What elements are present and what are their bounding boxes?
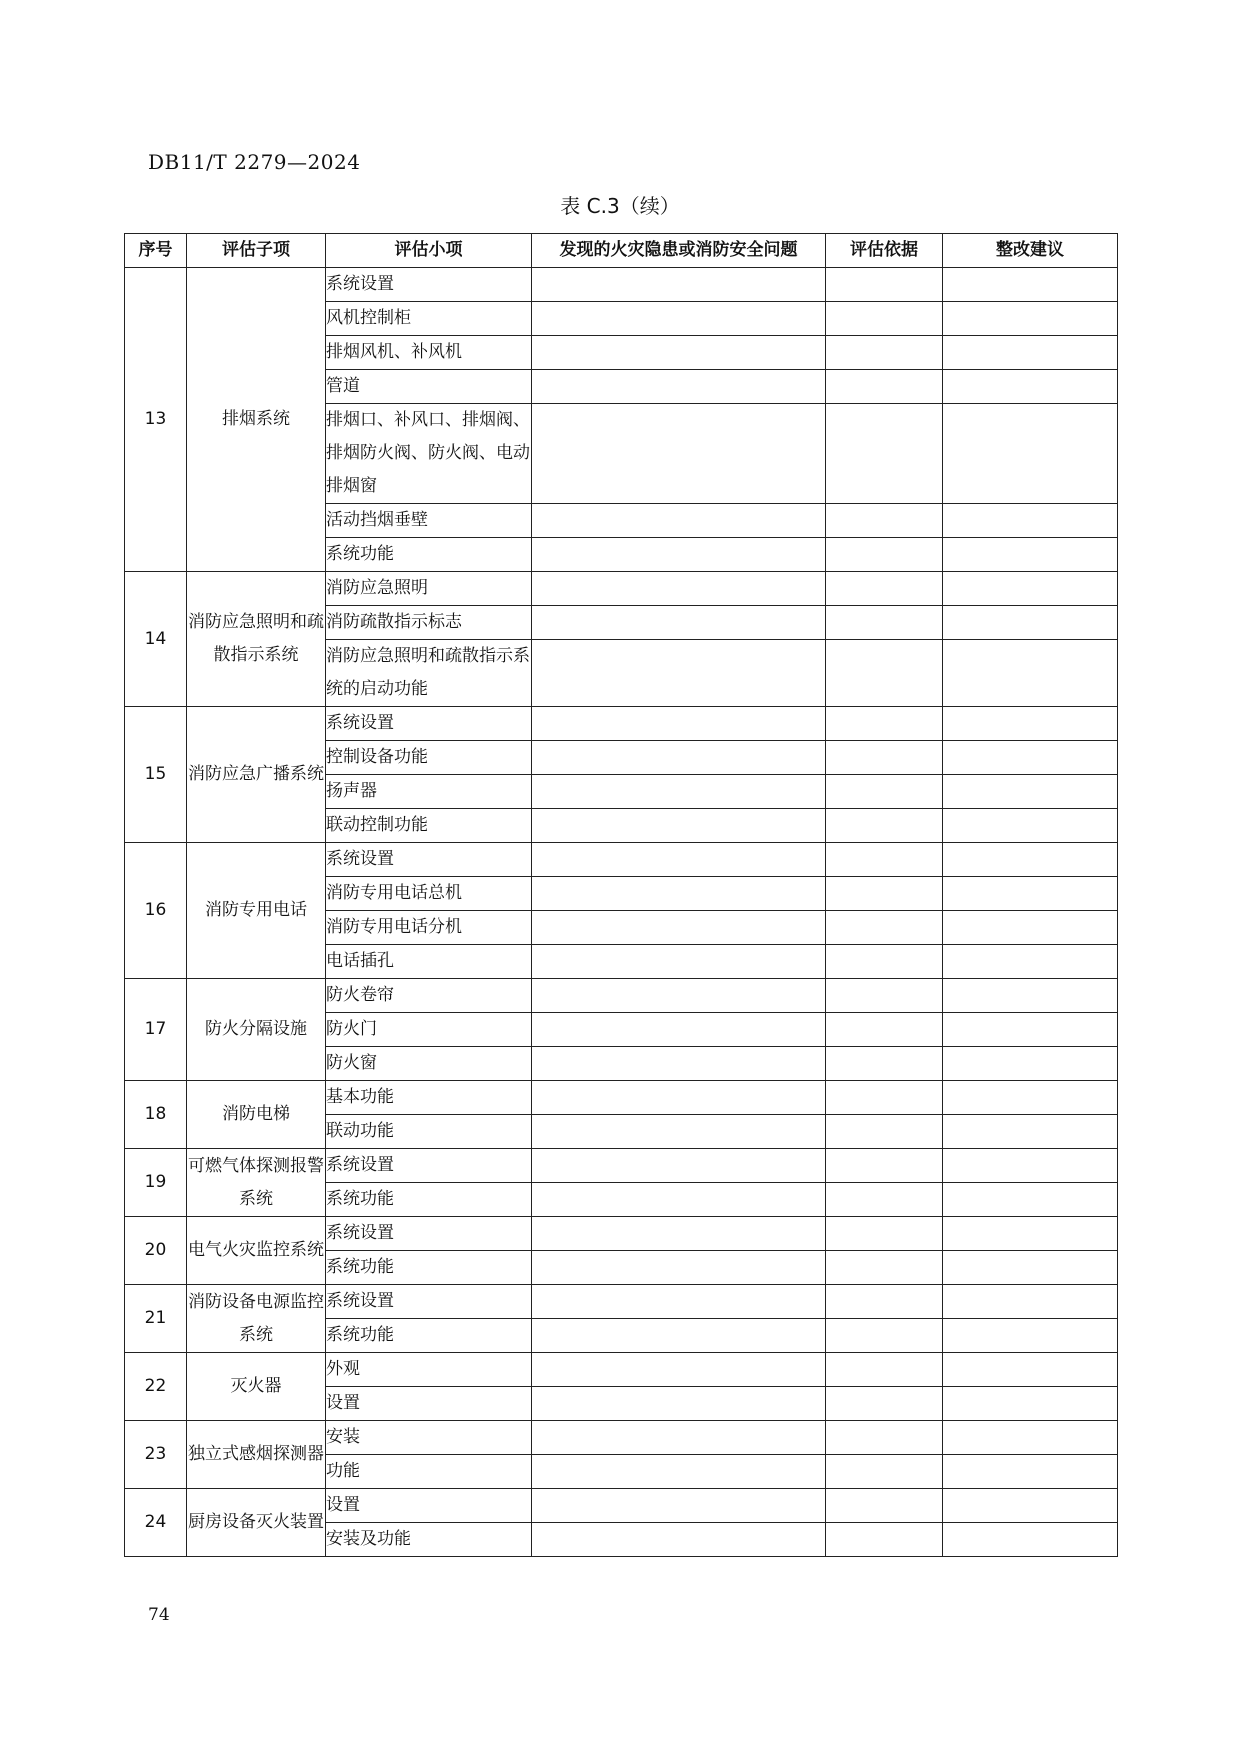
- minor-item-cell: 安装: [326, 1421, 532, 1455]
- sub-item-cell: 独立式感烟探测器: [187, 1421, 326, 1489]
- sub-item-cell: 排烟系统: [187, 268, 326, 572]
- minor-item-cell: 排烟口、补风口、排烟阀、排烟防火阀、防火阀、电动排烟窗: [326, 404, 532, 504]
- sequence-cell: 16: [125, 843, 187, 979]
- evaluation-table: [124, 233, 1118, 1557]
- basis-cell: [826, 1081, 943, 1115]
- sequence-cell: 13: [125, 268, 187, 572]
- basis-cell: [826, 268, 943, 302]
- minor-item-cell: 系统设置: [326, 843, 532, 877]
- minor-item-cell: 活动挡烟垂壁: [326, 504, 532, 538]
- minor-item-cell: 防火窗: [326, 1047, 532, 1081]
- basis-cell: [826, 1421, 943, 1455]
- table-row: [125, 1489, 1118, 1523]
- basis-cell: [826, 1013, 943, 1047]
- minor-item-cell: 管道: [326, 370, 532, 404]
- basis-cell: [826, 1319, 943, 1353]
- basis-cell: [826, 1489, 943, 1523]
- table-header-row: [125, 234, 1118, 268]
- suggestion-cell: [943, 1251, 1118, 1285]
- basis-cell: [826, 843, 943, 877]
- basis-cell: [826, 911, 943, 945]
- minor-item-cell: 设置: [326, 1387, 532, 1421]
- table-row: [125, 707, 1118, 741]
- table-row: [125, 268, 1118, 302]
- issue-cell: [532, 504, 826, 538]
- sub-item-cell: 消防应急广播系统: [187, 707, 326, 843]
- suggestion-cell: [943, 1183, 1118, 1217]
- minor-item-cell: 系统设置: [326, 1217, 532, 1251]
- suggestion-cell: [943, 1285, 1118, 1319]
- issue-cell: [532, 572, 826, 606]
- basis-cell: [826, 1047, 943, 1081]
- issue-cell: [532, 336, 826, 370]
- table-row: [125, 1217, 1118, 1251]
- issue-cell: [532, 1251, 826, 1285]
- issue-cell: [532, 1455, 826, 1489]
- issue-cell: [532, 1421, 826, 1455]
- table-body: [125, 268, 1118, 1557]
- suggestion-cell: [943, 572, 1118, 606]
- suggestion-cell: [943, 1115, 1118, 1149]
- issue-cell: [532, 979, 826, 1013]
- minor-item-cell: 系统功能: [326, 1251, 532, 1285]
- minor-item-cell: 联动功能: [326, 1115, 532, 1149]
- minor-item-cell: 消防专用电话总机: [326, 877, 532, 911]
- issue-cell: [532, 911, 826, 945]
- minor-item-cell: 系统设置: [326, 707, 532, 741]
- sequence-cell: 23: [125, 1421, 187, 1489]
- suggestion-cell: [943, 877, 1118, 911]
- basis-cell: [826, 336, 943, 370]
- issue-cell: [532, 1081, 826, 1115]
- basis-cell: [826, 1217, 943, 1251]
- basis-cell: [826, 1455, 943, 1489]
- suggestion-cell: [943, 809, 1118, 843]
- minor-item-cell: 排烟风机、补风机: [326, 336, 532, 370]
- sub-item-cell: 消防应急照明和疏散指示系统: [187, 572, 326, 707]
- basis-cell: [826, 302, 943, 336]
- basis-cell: [826, 1523, 943, 1557]
- suggestion-cell: [943, 1489, 1118, 1523]
- sequence-cell: 15: [125, 707, 187, 843]
- basis-cell: [826, 1353, 943, 1387]
- table-row: [125, 979, 1118, 1013]
- sequence-cell: 18: [125, 1081, 187, 1149]
- minor-item-cell: 消防专用电话分机: [326, 911, 532, 945]
- basis-cell: [826, 504, 943, 538]
- minor-item-cell: 消防疏散指示标志: [326, 606, 532, 640]
- issue-cell: [532, 1149, 826, 1183]
- minor-item-cell: 基本功能: [326, 1081, 532, 1115]
- suggestion-cell: [943, 302, 1118, 336]
- minor-item-cell: 系统设置: [326, 1149, 532, 1183]
- sub-item-cell: 灭火器: [187, 1353, 326, 1421]
- issue-cell: [532, 1353, 826, 1387]
- basis-cell: [826, 370, 943, 404]
- basis-cell: [826, 775, 943, 809]
- minor-item-cell: 系统设置: [326, 1285, 532, 1319]
- basis-cell: [826, 1183, 943, 1217]
- issue-cell: [532, 1319, 826, 1353]
- basis-cell: [826, 809, 943, 843]
- suggestion-cell: [943, 1319, 1118, 1353]
- basis-cell: [826, 877, 943, 911]
- suggestion-cell: [943, 707, 1118, 741]
- table-row: [125, 1081, 1118, 1115]
- table-row: [125, 1353, 1118, 1387]
- suggestion-cell: [943, 1149, 1118, 1183]
- suggestion-cell: [943, 843, 1118, 877]
- suggestion-cell: [943, 268, 1118, 302]
- issue-cell: [532, 606, 826, 640]
- issue-cell: [532, 775, 826, 809]
- suggestion-cell: [943, 1353, 1118, 1387]
- issue-cell: [532, 707, 826, 741]
- suggestion-cell: [943, 504, 1118, 538]
- issue-cell: [532, 1183, 826, 1217]
- issue-cell: [532, 843, 826, 877]
- issue-cell: [532, 640, 826, 707]
- sequence-cell: 14: [125, 572, 187, 707]
- sub-item-cell: 防火分隔设施: [187, 979, 326, 1081]
- document-code: DB11/T 2279—2024: [148, 150, 361, 174]
- suggestion-cell: [943, 1013, 1118, 1047]
- sub-item-cell: 可燃气体探测报警系统: [187, 1149, 326, 1217]
- sub-item-cell: 消防设备电源监控系统: [187, 1285, 326, 1353]
- minor-item-cell: 风机控制柜: [326, 302, 532, 336]
- basis-cell: [826, 1285, 943, 1319]
- minor-item-cell: 控制设备功能: [326, 741, 532, 775]
- table-row: [125, 1149, 1118, 1183]
- minor-item-cell: 电话插孔: [326, 945, 532, 979]
- minor-item-cell: 防火卷帘: [326, 979, 532, 1013]
- suggestion-cell: [943, 1217, 1118, 1251]
- suggestion-cell: [943, 1421, 1118, 1455]
- issue-cell: [532, 1523, 826, 1557]
- basis-cell: [826, 979, 943, 1013]
- suggestion-cell: [943, 911, 1118, 945]
- minor-item-cell: 安装及功能: [326, 1523, 532, 1557]
- minor-item-cell: 功能: [326, 1455, 532, 1489]
- basis-cell: [826, 741, 943, 775]
- basis-cell: [826, 945, 943, 979]
- minor-item-cell: 设置: [326, 1489, 532, 1523]
- suggestion-cell: [943, 1455, 1118, 1489]
- suggestion-cell: [943, 538, 1118, 572]
- issue-cell: [532, 404, 826, 504]
- table-row: [125, 572, 1118, 606]
- sub-item-cell: 消防专用电话: [187, 843, 326, 979]
- issue-cell: [532, 877, 826, 911]
- issue-cell: [532, 1217, 826, 1251]
- table-row: [125, 1421, 1118, 1455]
- minor-item-cell: 联动控制功能: [326, 809, 532, 843]
- basis-cell: [826, 640, 943, 707]
- minor-item-cell: 系统功能: [326, 538, 532, 572]
- basis-cell: [826, 1387, 943, 1421]
- suggestion-cell: [943, 370, 1118, 404]
- basis-cell: [826, 572, 943, 606]
- suggestion-cell: [943, 606, 1118, 640]
- suggestion-cell: [943, 336, 1118, 370]
- basis-cell: [826, 538, 943, 572]
- basis-cell: [826, 404, 943, 504]
- issue-cell: [532, 945, 826, 979]
- column-header: 评估子项: [187, 234, 326, 268]
- table-row: [125, 1285, 1118, 1319]
- minor-item-cell: 系统设置: [326, 268, 532, 302]
- minor-item-cell: 消防应急照明和疏散指示系统的启动功能: [326, 640, 532, 707]
- sequence-cell: 24: [125, 1489, 187, 1557]
- sequence-cell: 21: [125, 1285, 187, 1353]
- issue-cell: [532, 1387, 826, 1421]
- issue-cell: [532, 1013, 826, 1047]
- sub-item-cell: 厨房设备灭火装置: [187, 1489, 326, 1557]
- issue-cell: [532, 302, 826, 336]
- issue-cell: [532, 370, 826, 404]
- basis-cell: [826, 707, 943, 741]
- minor-item-cell: 系统功能: [326, 1183, 532, 1217]
- suggestion-cell: [943, 945, 1118, 979]
- column-header: 发现的火灾隐患或消防安全问题: [532, 234, 826, 268]
- suggestion-cell: [943, 979, 1118, 1013]
- sequence-cell: 17: [125, 979, 187, 1081]
- minor-item-cell: 消防应急照明: [326, 572, 532, 606]
- sub-item-cell: 电气火灾监控系统: [187, 1217, 326, 1285]
- table-title: 表 C.3（续）: [560, 194, 680, 218]
- sequence-cell: 19: [125, 1149, 187, 1217]
- table-row: [125, 843, 1118, 877]
- basis-cell: [826, 606, 943, 640]
- suggestion-cell: [943, 1523, 1118, 1557]
- issue-cell: [532, 1285, 826, 1319]
- issue-cell: [532, 1047, 826, 1081]
- minor-item-cell: 扬声器: [326, 775, 532, 809]
- column-header: 整改建议: [943, 234, 1118, 268]
- suggestion-cell: [943, 1047, 1118, 1081]
- issue-cell: [532, 268, 826, 302]
- basis-cell: [826, 1251, 943, 1285]
- suggestion-cell: [943, 1081, 1118, 1115]
- basis-cell: [826, 1149, 943, 1183]
- sub-item-cell: 消防电梯: [187, 1081, 326, 1149]
- issue-cell: [532, 741, 826, 775]
- minor-item-cell: 系统功能: [326, 1319, 532, 1353]
- column-header: 评估小项: [326, 234, 532, 268]
- issue-cell: [532, 809, 826, 843]
- sequence-cell: 20: [125, 1217, 187, 1285]
- suggestion-cell: [943, 404, 1118, 504]
- basis-cell: [826, 1115, 943, 1149]
- suggestion-cell: [943, 775, 1118, 809]
- suggestion-cell: [943, 1387, 1118, 1421]
- issue-cell: [532, 1115, 826, 1149]
- suggestion-cell: [943, 640, 1118, 707]
- issue-cell: [532, 538, 826, 572]
- minor-item-cell: 防火门: [326, 1013, 532, 1047]
- suggestion-cell: [943, 741, 1118, 775]
- column-header: 评估依据: [826, 234, 943, 268]
- sequence-cell: 22: [125, 1353, 187, 1421]
- minor-item-cell: 外观: [326, 1353, 532, 1387]
- page-number: 74: [148, 1605, 170, 1625]
- column-header: 序号: [125, 234, 187, 268]
- issue-cell: [532, 1489, 826, 1523]
